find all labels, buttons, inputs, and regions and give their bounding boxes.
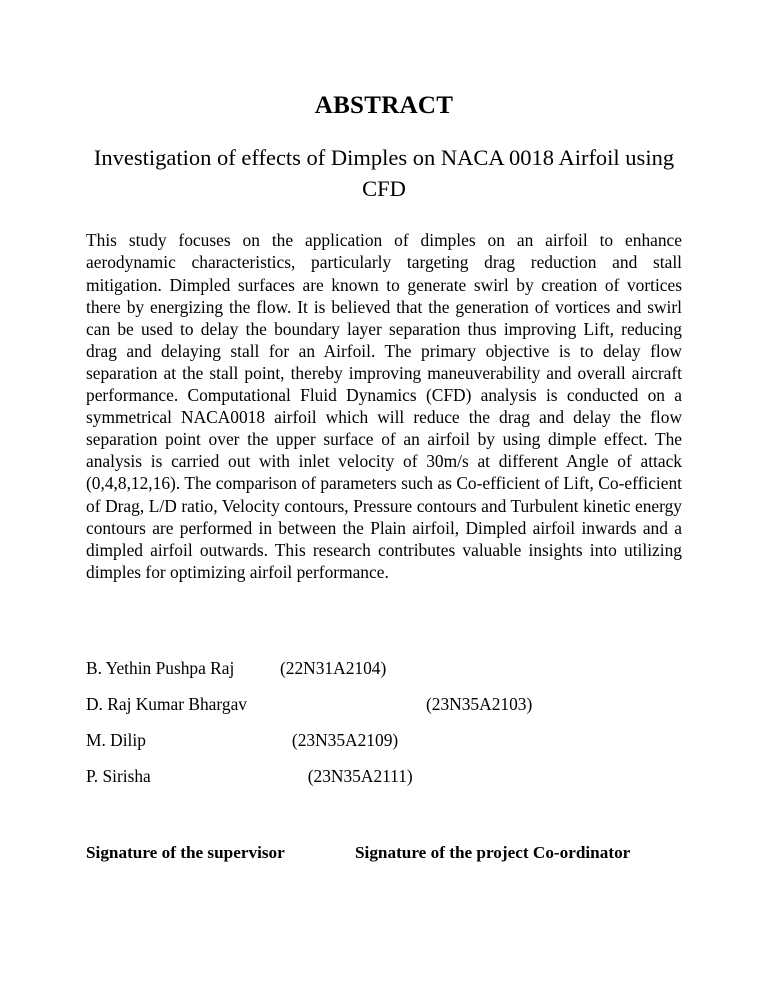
list-item [86,765,682,801]
author-roll-number: (23N35A2109) [291,729,399,750]
author-name: P. Sirisha [86,765,151,786]
signature-line [86,801,682,864]
coordinator-signature-label: Signature of the project Co-ordinator [355,842,631,862]
supervisor-signature-label: Signature of the supervisor [86,842,285,862]
list-item: B. Yethin Pushpa Raj (22N31A2104) [86,657,387,678]
content-column [86,0,682,864]
author-name: D. Raj Kumar Bhargav [86,693,247,714]
author-roll-number: (23N35A2111) [307,765,413,786]
page-title: ABSTRACT [314,92,454,119]
project-subtitle: Investigation of effects of Dimples on NACA 0018 Airfoil using CFD [93,144,675,202]
author-roll-number: (22N31A2104) [280,657,387,678]
author-roll-number: (23N35A2103) [426,693,533,714]
author-list [86,583,682,801]
author-name: M. Dilip [86,729,146,750]
abstract-paragraph: This study focuses on the application of dimples on an airfoil to enhance aerodynamic characteristics, particularly targeting drag reduction and stall mitigation. Dimpled surfaces are known to generate swirl by creation of vortices there by energizing the flow. It is believed that the generation of vortices and swirl can be used to delay the boundary layer separation thus improving Lift, reducing drag and delaying stall for an Airfoil. The primary objective is to delay flow separation at the stall point, thereby improving maneuverability and overall aircraft performance. Computational Fluid Dynamics (CFD) analysis is conducted on a symmetrical NACA0018 airfoil which will reduce the drag and delay the flow separation point over the upper surface of an airfoil by using dimple effect. The analysis is carried out with inlet velocity of 30m/s at different Angle of attack (0,4,8,12,16). The comparison of parameters such as Co-efficient of Lift, Co-efficient of Drag, L/D ratio, Velocity contours, Pressure contours and Turbulent kinetic energy contours are performed in between the Plain airfoil, Dimpled airfoil inwards and a dimpled airfoil outwards. This research contributes valuable insights into utilizing dimples for optimizing airfoil performance. [86,230,682,582]
list-item [86,693,682,729]
list-item [86,729,682,765]
